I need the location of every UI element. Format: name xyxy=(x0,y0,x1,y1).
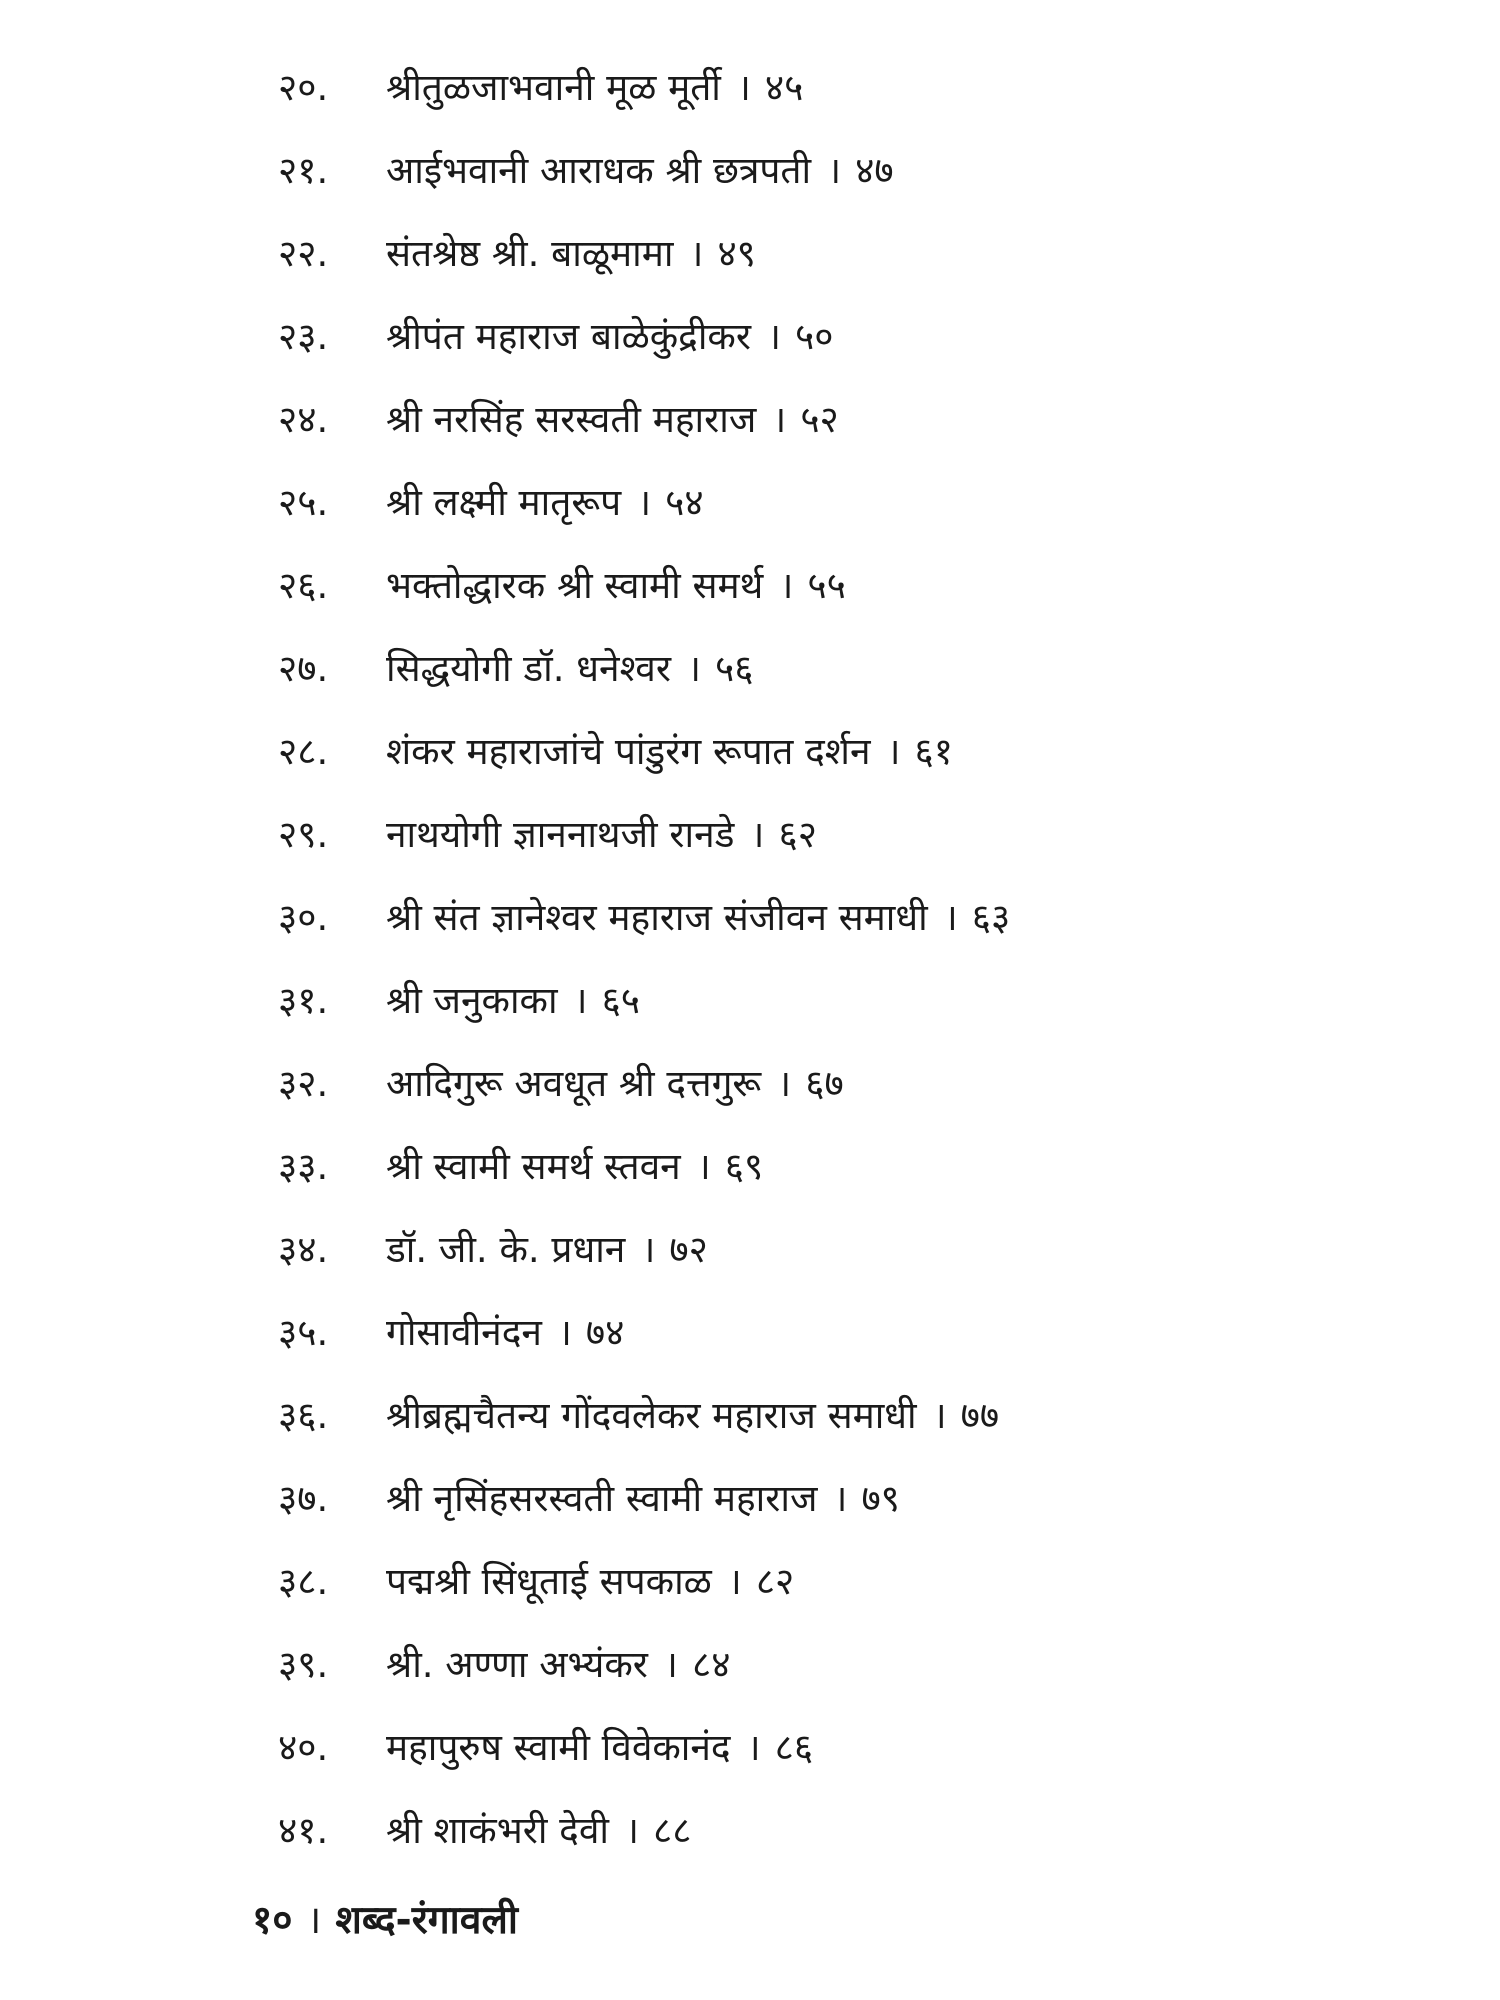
toc-entry xyxy=(278,1042,1428,1125)
toc-entry xyxy=(278,1706,1428,1789)
toc-entry-separator: । xyxy=(833,1477,848,1520)
toc-entry xyxy=(278,876,1428,959)
toc-entry xyxy=(278,793,1428,876)
toc-entry-title: महापुरुष स्वामी विवेकानंद xyxy=(386,1726,731,1769)
toc-entry-number: ३५. xyxy=(278,1311,329,1354)
toc-entry-number: ३६. xyxy=(278,1394,329,1437)
toc-entry-number: ४०. xyxy=(278,1726,329,1769)
footer-separator: । xyxy=(306,1898,322,1943)
toc-entry xyxy=(278,1374,1428,1457)
toc-entry-title: श्री नरसिंह सरस्वती महाराज xyxy=(386,398,757,441)
toc-entry-separator: । xyxy=(625,1809,640,1852)
toc-entry xyxy=(278,710,1428,793)
toc-entry-page: ७९ xyxy=(861,1477,900,1520)
toc-entry-title: आईभवानी आराधक श्री छत्रपती xyxy=(386,149,812,192)
toc-entry-separator: । xyxy=(557,1311,572,1354)
toc-entry-title: श्री. अण्णा अभ्यंकर xyxy=(386,1643,648,1686)
toc-entry-page: ५५ xyxy=(807,564,846,607)
toc-entry-separator: । xyxy=(727,1560,742,1603)
footer-page-number: १० xyxy=(252,1898,293,1943)
toc-entry-page: ६५ xyxy=(601,979,641,1022)
toc-entry-number: ३८. xyxy=(278,1560,329,1603)
toc-entry-title: आदिगुरू अवधूत श्री दत्तगुरू xyxy=(386,1062,762,1105)
toc-entry-number: ४१. xyxy=(278,1809,329,1852)
toc-entry-title: नाथयोगी ज्ञाननाथजी रानडे xyxy=(386,813,735,856)
toc-entry xyxy=(278,129,1428,212)
toc-entry xyxy=(278,1208,1428,1291)
toc-entry-page: ८४ xyxy=(691,1643,731,1686)
toc-entry-separator: । xyxy=(827,149,842,192)
toc-entry-title: श्री स्वामी समर्थ स्तवन xyxy=(386,1145,681,1188)
table-of-contents xyxy=(278,46,1428,1872)
toc-entry-separator: । xyxy=(687,647,702,690)
toc-entry-page: ८६ xyxy=(774,1726,814,1769)
toc-entry xyxy=(278,627,1428,710)
toc-entry-separator: । xyxy=(637,481,652,524)
footer-book-title: शब्द-रंगावली xyxy=(335,1898,518,1943)
toc-entry xyxy=(278,544,1428,627)
toc-entry-number: ३२. xyxy=(278,1062,329,1105)
toc-entry xyxy=(278,1457,1428,1540)
toc-entry-number: २९. xyxy=(278,813,329,856)
toc-entry-separator: । xyxy=(772,398,787,441)
toc-entry-number: २४. xyxy=(278,398,329,441)
toc-entry xyxy=(278,1789,1428,1872)
toc-entry xyxy=(278,1291,1428,1374)
toc-entry-separator: । xyxy=(777,1062,792,1105)
toc-entry-title: भक्तोद्धारक श्री स्वामी समर्थ xyxy=(386,564,764,607)
toc-entry-title: श्रीतुळजाभवानी मूळ मूर्ती xyxy=(386,66,721,109)
toc-entry xyxy=(278,212,1428,295)
toc-entry-separator: । xyxy=(779,564,794,607)
toc-entry-number: २०. xyxy=(278,66,329,109)
toc-entry-page: ५४ xyxy=(665,481,704,524)
toc-entry-page: ५० xyxy=(795,315,834,358)
toc-entry-page: ४७ xyxy=(855,149,894,192)
toc-entry-title: श्री नृसिंहसरस्वती स्वामी महाराज xyxy=(386,1477,818,1520)
toc-entry-number: २७. xyxy=(278,647,329,690)
toc-entry-separator: । xyxy=(689,232,704,275)
toc-entry-page: ४९ xyxy=(717,232,756,275)
toc-entry-separator: । xyxy=(696,1145,711,1188)
toc-entry-page: ६३ xyxy=(971,896,1011,939)
toc-entry-page: ६७ xyxy=(805,1062,844,1105)
toc-entry-title: शंकर महाराजांचे पांडुरंग रूपात दर्शन xyxy=(386,730,871,773)
toc-entry-number: ३३. xyxy=(278,1145,329,1188)
toc-entry-title: श्रीपंत महाराज बाळेकुंद्रीकर xyxy=(386,315,751,358)
toc-entry-page: ६९ xyxy=(724,1145,764,1188)
toc-entry-number: ३०. xyxy=(278,896,329,939)
toc-entry-separator: । xyxy=(943,896,958,939)
toc-entry-title: श्री शाकंभरी देवी xyxy=(386,1809,609,1852)
toc-entry-separator: । xyxy=(663,1643,678,1686)
toc-entry-number: ३१. xyxy=(278,979,329,1022)
toc-entry-number: ३७. xyxy=(278,1477,329,1520)
toc-entry-title: संतश्रेष्ठ श्री. बाळूमामा xyxy=(386,232,674,275)
toc-entry-page: ४५ xyxy=(764,66,804,109)
toc-entry xyxy=(278,1540,1428,1623)
toc-entry-separator: । xyxy=(641,1228,656,1271)
toc-entry-title: गोसावीनंदन xyxy=(386,1311,542,1354)
toc-entry-page: ५२ xyxy=(800,398,839,441)
toc-entry-number: ३९. xyxy=(278,1643,329,1686)
toc-entry-page: ६२ xyxy=(778,813,817,856)
toc-entry-page: ८२ xyxy=(755,1560,795,1603)
toc-entry-separator: । xyxy=(932,1394,947,1437)
toc-entry-number: २६. xyxy=(278,564,329,607)
toc-entry-title: श्री जनुकाका xyxy=(386,979,558,1022)
toc-entry-separator: । xyxy=(886,730,901,773)
toc-entry xyxy=(278,378,1428,461)
toc-entry-page: ७४ xyxy=(585,1311,625,1354)
toc-entry-number: २१. xyxy=(278,149,329,192)
toc-entry-separator: । xyxy=(750,813,765,856)
toc-entry xyxy=(278,461,1428,544)
toc-entry-number: २५. xyxy=(278,481,329,524)
toc-entry xyxy=(278,959,1428,1042)
toc-entry-separator: । xyxy=(736,66,751,109)
toc-entry-page: ८८ xyxy=(653,1809,692,1852)
toc-entry-page: ७७ xyxy=(960,1394,1000,1437)
toc-entry-title: श्री संत ज्ञानेश्वर महाराज संजीवन समाधी xyxy=(386,896,928,939)
toc-entry xyxy=(278,295,1428,378)
toc-entry-number: २८. xyxy=(278,730,329,773)
toc-entry-separator: । xyxy=(573,979,588,1022)
toc-entry xyxy=(278,1623,1428,1706)
toc-entry-title: डॉ. जी. के. प्रधान xyxy=(386,1228,626,1271)
toc-entry-page: ६१ xyxy=(914,730,954,773)
page-footer xyxy=(252,1892,518,1945)
toc-entry-separator: । xyxy=(746,1726,761,1769)
toc-entry-number: २३. xyxy=(278,315,329,358)
toc-entry-title: श्री लक्ष्मी मातृरूप xyxy=(386,481,622,524)
toc-entry-number: २२. xyxy=(278,232,329,275)
toc-entry-title: सिद्धयोगी डॉ. धनेश्वर xyxy=(386,647,671,690)
toc-entry xyxy=(278,1125,1428,1208)
toc-entry-title: पद्मश्री सिंधूताई सपकाळ xyxy=(386,1560,712,1603)
toc-entry-separator: । xyxy=(766,315,781,358)
toc-entry-title: श्रीब्रह्मचैतन्य गोंदवलेकर महाराज समाधी xyxy=(386,1394,917,1437)
toc-entry-number: ३४. xyxy=(278,1228,329,1271)
toc-entry xyxy=(278,46,1428,129)
toc-entry-page: ५६ xyxy=(715,647,754,690)
toc-entry-page: ७२ xyxy=(669,1228,708,1271)
